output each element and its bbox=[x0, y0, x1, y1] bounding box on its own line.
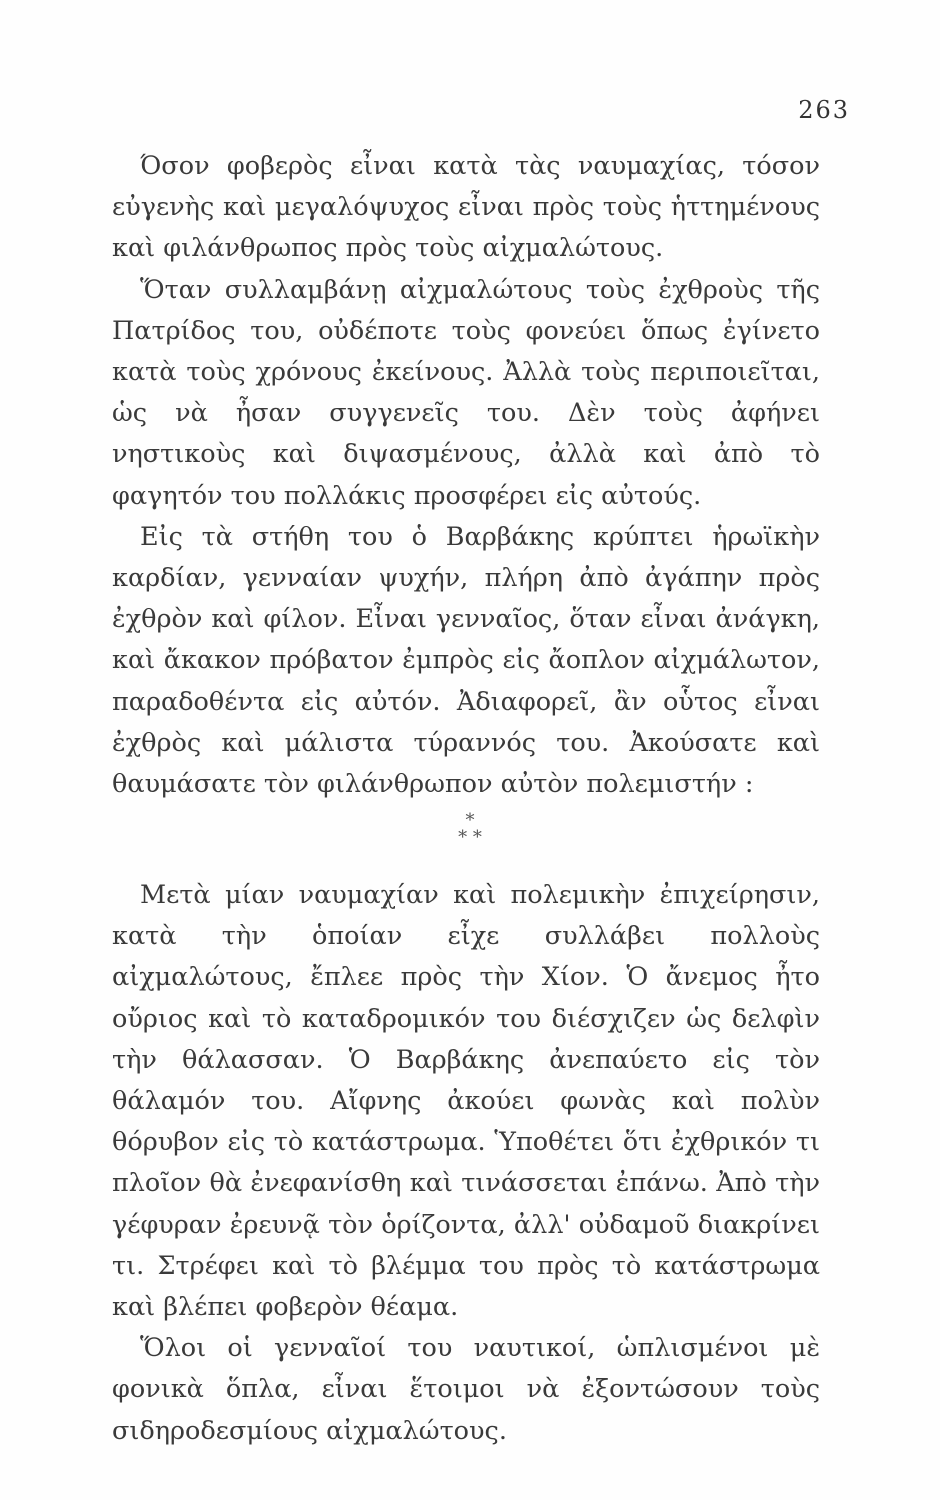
section-separator-asterism bbox=[0, 812, 940, 846]
paragraph: Ὅλοι οἱ γενναῖοί του ναυτικοί, ὡπλισμένοι μὲ φονικὰ ὅπλα, εἶναι ἕτοιμοι νὰ ἐξοντώσουν τοὺς σιδηροδεσμίους αἰχμαλώτους. bbox=[112, 1333, 820, 1446]
paragraph: Όσον φοβερὸς εἶναι κατὰ τὰς ναυμαχίας, τόσον εὐγενὴς καὶ μεγαλόψυχος εἶναι πρὸς τοὺς ἡττημένους καὶ φιλάνθρωπος πρὸς τοὺς αἰχμαλώτους. bbox=[112, 151, 820, 264]
text-section-two bbox=[112, 875, 820, 1452]
asterism-bottom: * * bbox=[458, 827, 482, 848]
page-number: 263 bbox=[798, 96, 850, 124]
paragraph: Ὅταν συλλαμβάνῃ αἰχμαλώτους τοὺς ἐχθροὺς τῆς Πατρίδος του, οὐδέποτε τοὺς φονεύει ὅπως ἐγίνετο κατὰ τοὺς χρόνους ἐκείνους. Ἀλλὰ τοὺς περιποιεῖται, ὡς νὰ ἦσαν συγγενεῖς του. Δὲν τοὺς ἀφήνει νηστικοὺς καὶ διψασμένους, ἀλλὰ καὶ ἀπὸ τὸ φαγητόν του πολλάκις προσφέρει εἰς αὐτούς. bbox=[112, 274, 820, 511]
paragraph: Μετὰ μίαν ναυμαχίαν καὶ πολεμικὴν ἐπιχείρησιν, κατὰ τὴν ὁποίαν εἶχε συλλάβει πολλοὺς αἰχμαλώτους, ἔπλεε πρὸς τὴν Χίον. Ὁ ἄνεμος ἦτο οὔριος καὶ τὸ καταδρομικόν του διέσχιζεν ὡς δελφὶν τὴν θάλασσαν. Ὁ Βαρβάκης ἀνεπαύετο εἰς τὸν θάλαμόν του. Αἴφνης ἀκούει φωνὰς καὶ πολὺν θόρυβον εἰς τὸ κατάστρωμα. Ὑποθέτει ὅτι ἐχθρικόν τι πλοῖον θὰ ἐνεφανίσθη καὶ τινάσσεται ἐπάνω. Ἀπὸ τὴν γέφυραν ἐρευνᾷ τὸν ὁρίζοντα, ἀλλ' οὐδαμοῦ διακρίνει τι. Στρέφει καὶ τὸ βλέμμα του πρὸς τὸ κατάστρωμα καὶ βλέπει φοβερὸν θέαμα. bbox=[112, 880, 820, 1323]
text-section-one bbox=[112, 146, 820, 805]
paragraph: Εἰς τὰ στήθη του ὁ Βαρβάκης κρύπτει ἡρωϊκὴν καρδίαν, γενναίαν ψυχήν, πλήρη ἀπὸ ἀγάπην πρὸς ἐχθρὸν καὶ φίλον. Εἶναι γενναῖος, ὅταν εἶναι ἀνάγκη, καὶ ἄκακον πρόβατον ἐμπρὸς εἰς ἄοπλον αἰχμάλωτον, παραδοθέντα εἰς αὐτόν. Ἀδιαφορεῖ, ἂν οὗτος εἶναι ἐχθρὸς καὶ μάλιστα τύραννός του. Ἀκούσατε καὶ θαυμάσατε τὸν φιλάνθρωπον αὐτὸν πολεμιστήν : bbox=[112, 521, 820, 800]
asterism-top: * bbox=[465, 810, 475, 831]
